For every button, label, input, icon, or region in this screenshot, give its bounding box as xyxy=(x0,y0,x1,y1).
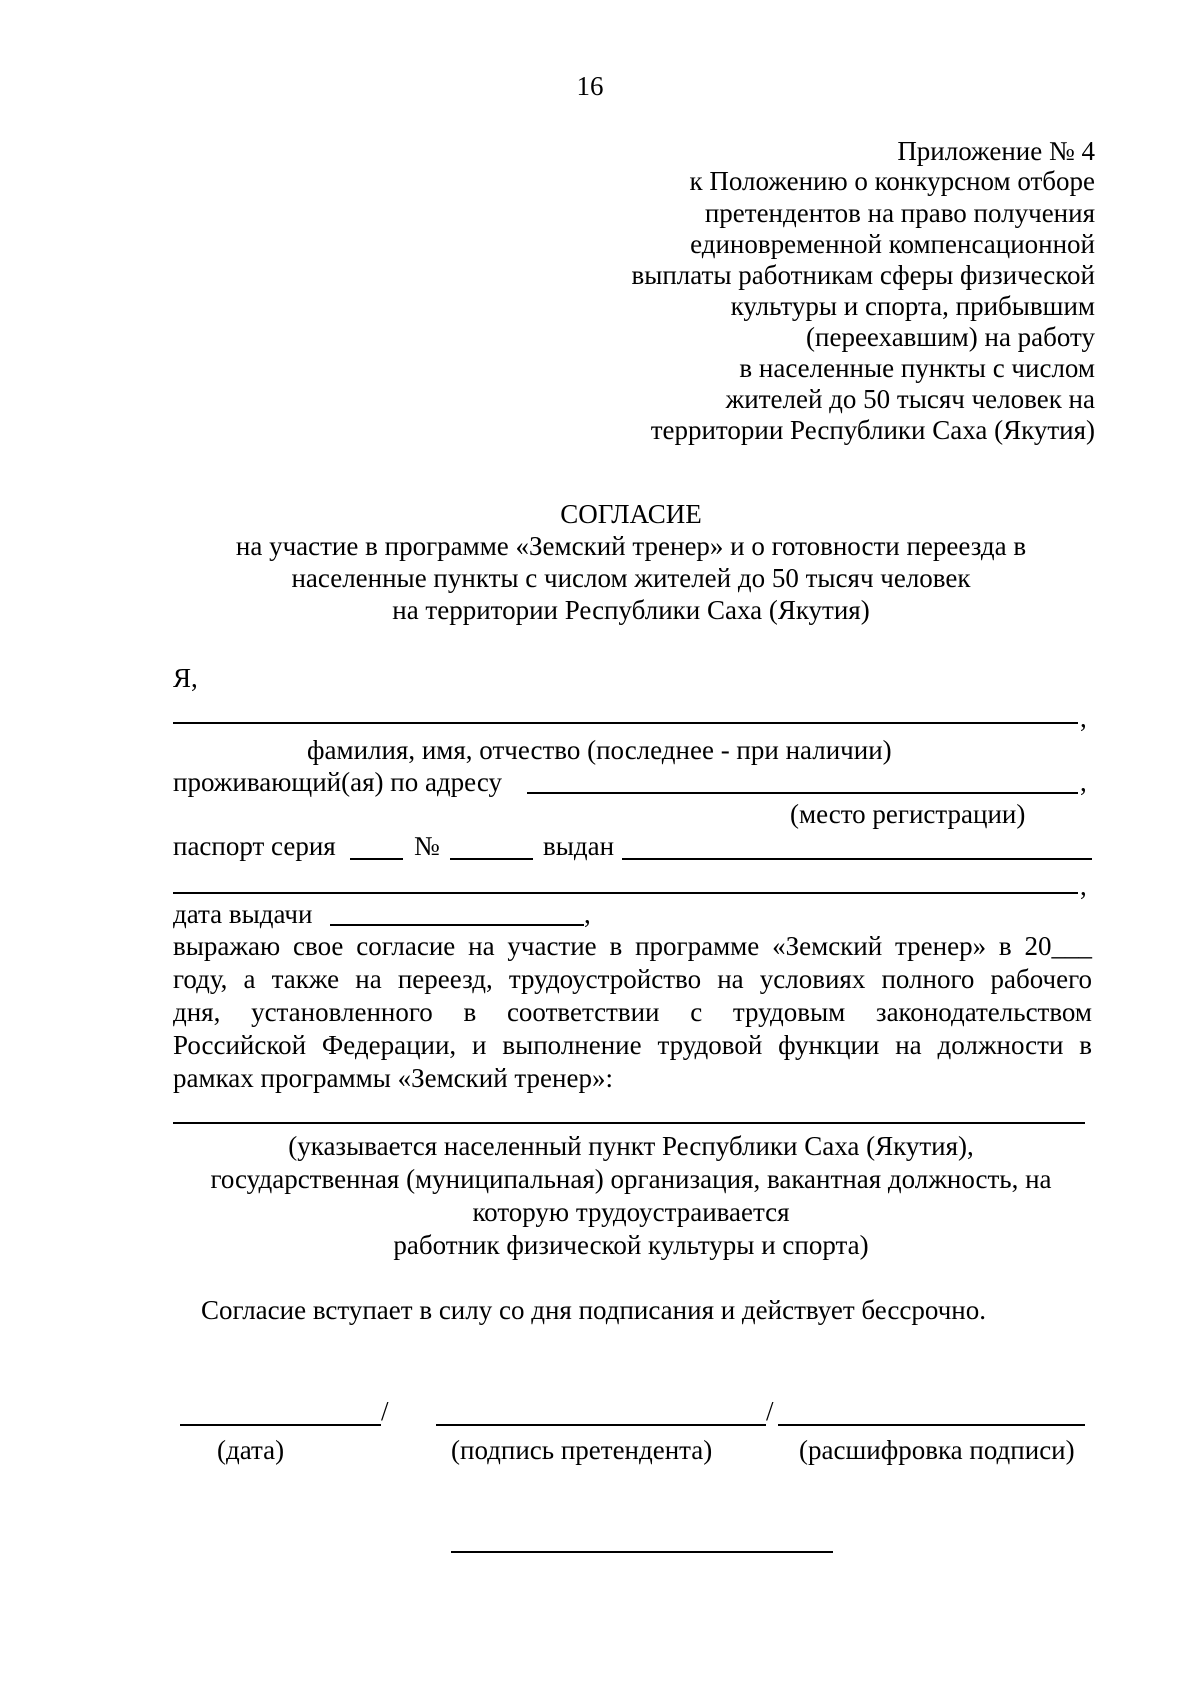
consent-line: выражаю свое согласие на участие в программе «Земский тренер» в 20___ xyxy=(173,931,1092,961)
appendix-line: (переехавшим) на работу xyxy=(806,322,1095,352)
appendix-line: культуры и спорта, прибывшим xyxy=(730,291,1095,321)
signature-decode-field[interactable] xyxy=(778,1424,1085,1426)
workplace-field[interactable] xyxy=(173,1122,1085,1124)
document-subtitle-line: населенные пункты с числом жителей до 50 тысяч человек xyxy=(291,563,971,593)
workplace-caption-line: которую трудоустраивается xyxy=(472,1197,790,1227)
slash: / xyxy=(766,1396,774,1426)
fio-field[interactable] xyxy=(173,722,1078,724)
address-field[interactable] xyxy=(527,792,1078,794)
appendix-line: в населенные пункты с числом xyxy=(739,353,1095,383)
bottom-line xyxy=(451,1551,833,1553)
signature-decode-caption: (расшифровка подписи) xyxy=(799,1435,1075,1465)
slash: / xyxy=(381,1396,389,1426)
fio-caption: фамилия, имя, отчество (последнее - при наличии) xyxy=(307,735,892,765)
appendix-line: претендентов на право получения xyxy=(704,198,1095,228)
consent-line: рамках программы «Земский тренер»: xyxy=(173,1063,613,1093)
comma: , xyxy=(1080,703,1087,733)
consent-line: дня, установленного в соответствии с трудовым законодательством xyxy=(173,997,1092,1027)
issued-by-field[interactable] xyxy=(622,858,1092,860)
validity-statement: Согласие вступает в силу со дня подписания и действует бессрочно. xyxy=(201,1295,986,1325)
document-subtitle-line: на территории Республики Саха (Якутия) xyxy=(392,595,870,625)
workplace-caption-line: работник физической культуры и спорта) xyxy=(393,1230,869,1260)
workplace-caption-line: (указывается населенный пункт Республики Саха (Якутия), xyxy=(288,1131,974,1161)
address-caption: (место регистрации) xyxy=(790,799,1026,829)
date-caption: (дата) xyxy=(217,1435,285,1465)
date-sign-field[interactable] xyxy=(180,1424,381,1426)
page-number: 16 xyxy=(576,71,604,101)
appendix-line: жителей до 50 тысяч человек на xyxy=(725,384,1095,414)
passport-series-label: паспорт серия xyxy=(173,831,336,861)
issued-by-field-continued[interactable] xyxy=(173,892,1078,894)
appendix-line: Приложение № 4 xyxy=(897,136,1095,166)
workplace-caption-line: государственная (муниципальная) организация, вакантная должность, на xyxy=(210,1164,1052,1194)
appendix-line: к Положению о конкурсном отборе xyxy=(689,166,1095,196)
ya-label: Я, xyxy=(173,663,198,693)
appendix-line: единовременной компенсационной xyxy=(690,229,1095,259)
signature-field[interactable] xyxy=(436,1424,766,1426)
consent-line: году, а также на переезд, трудоустройство на условиях полного рабочего xyxy=(173,964,1092,994)
issue-date-field[interactable] xyxy=(330,924,584,926)
document-subtitle-line: на участие в программе «Земский тренер» и о готовности переезда в xyxy=(235,531,1027,561)
issue-date-label: дата выдачи xyxy=(173,899,313,929)
document-heading: СОГЛАСИЕ xyxy=(560,499,702,529)
address-label: проживающий(ая) по адресу xyxy=(173,767,502,797)
passport-series-field[interactable] xyxy=(350,858,403,860)
signature-caption: (подпись претендента) xyxy=(451,1435,713,1465)
appendix-line: выплаты работникам сферы физической xyxy=(631,260,1095,290)
passport-number-field[interactable] xyxy=(450,858,533,860)
issued-by-label: выдан xyxy=(543,831,615,861)
passport-number-label: № xyxy=(414,831,440,861)
comma: , xyxy=(584,899,591,929)
comma: , xyxy=(1080,767,1087,797)
comma: , xyxy=(1080,871,1087,901)
appendix-line: территории Республики Саха (Якутия) xyxy=(650,415,1095,445)
consent-line: Российской Федерации, и выполнение трудовой функции на должности в xyxy=(173,1030,1092,1060)
